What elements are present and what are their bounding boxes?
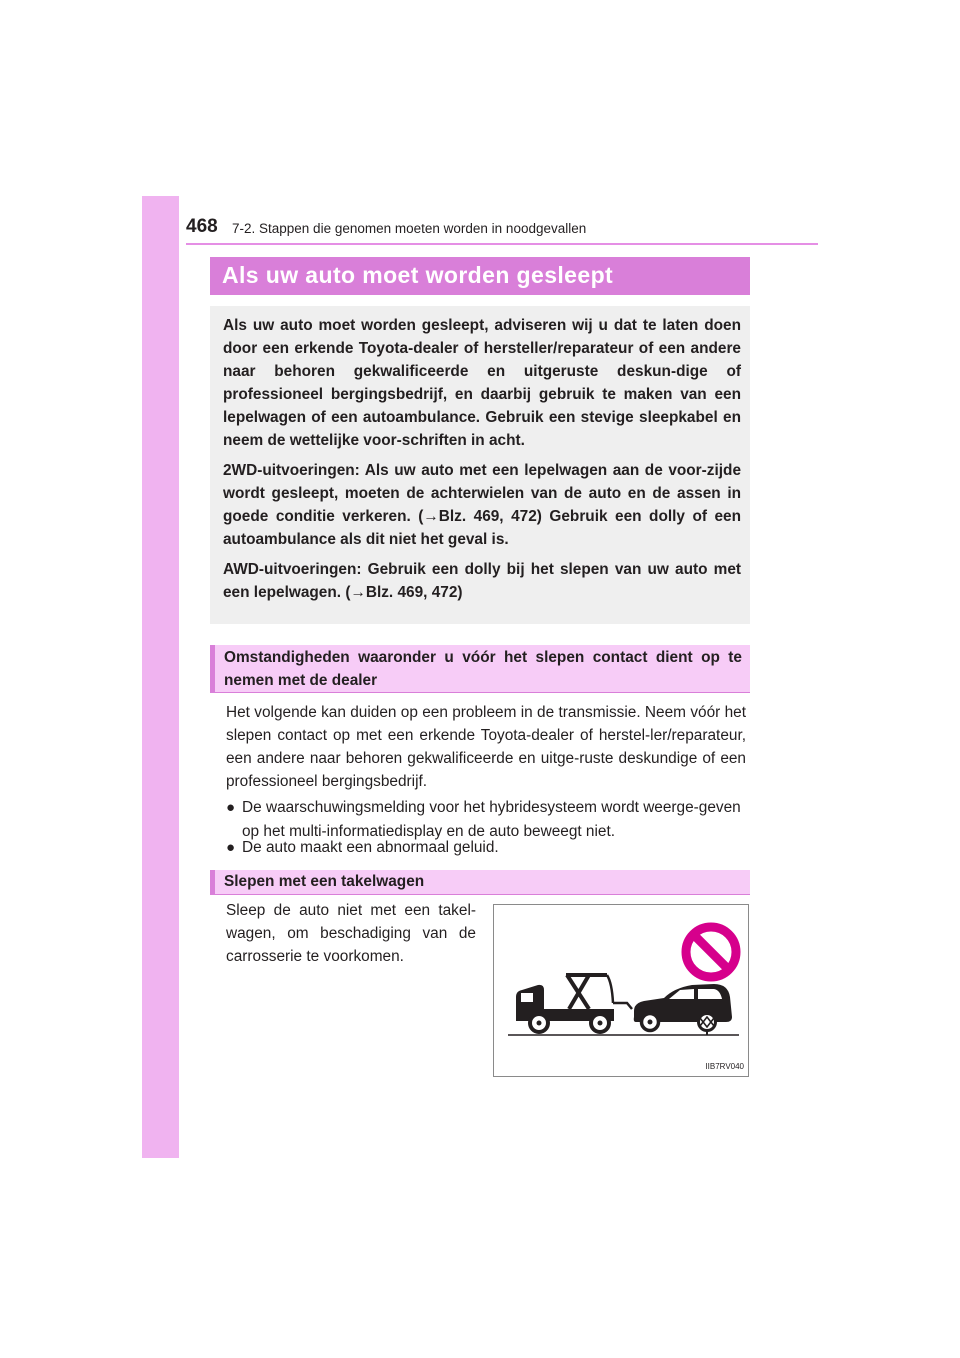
chapter-side-bar	[142, 196, 179, 1158]
bullet-icon: ●	[226, 799, 236, 816]
section-title: Als uw auto moet worden gesleept	[222, 262, 614, 288]
bullet-icon: ●	[226, 839, 236, 856]
subsection-heading-dealer: Omstandigheden waaronder u vóór het slepen contact dient op te nemen met de dealer	[210, 645, 750, 693]
prohibition-icon	[686, 927, 736, 977]
tow-truck-icon	[516, 975, 632, 1032]
tow-truck-paragraph: Sleep de auto niet met een takel-wagen, om beschadiging van de carrosserie te voorkomen.	[226, 902, 476, 965]
running-title: 7-2. Stappen die genomen moeten worden in noodgevallen	[232, 221, 587, 236]
page-number: 468	[186, 216, 218, 237]
tow-truck-drawing	[494, 905, 748, 1076]
intro-paragraph: AWD-uitvoeringen: Gebruik een dolly bij het slepen van uw auto met een lepelwagen. (→Blz. 469, 472)	[223, 561, 741, 601]
section-title-band	[210, 257, 750, 295]
list-item	[226, 836, 746, 860]
dealer-paragraph: Het volgende kan duiden op een probleem in de transmissie. Neem vóór het slepen contact op met een erkende Toyota-dealer of herstel-ler/reparateur, een andere naar behoren gekwalificeerde en uitge-ruste deskundige of een professioneel bergingsbedrijf.	[226, 704, 746, 790]
header-rule	[186, 243, 818, 245]
figure-code: IIB7RV040	[705, 1062, 744, 1071]
intro-paragraph: Als uw auto moet worden gesleept, adviseren wij u dat te laten doen door een erkende Toyota-dealer of hersteller/reparateur of een andere naar behoren gekwalificeerde en uitgeruste deskun-dige of professioneel bergingsbedrijf, en daarbij gebruik te maken van een lepelwagen of een autoambulance. Gebruik een stevige sleepkabel en neem de wettelijke voor-schriften in acht.	[223, 317, 741, 449]
intro-box	[210, 306, 750, 624]
list-item-text: De auto maakt een abnormaal geluid.	[242, 839, 499, 856]
list-item-text: De waarschuwingsmelding voor het hybridesysteem wordt weerge-geven op het multi-informatiedisplay en de auto beweegt niet.	[242, 799, 741, 840]
subsection-heading-tow-truck: Slepen met een takelwagen	[210, 870, 750, 895]
car-icon	[634, 984, 732, 1035]
tow-truck-illustration	[493, 904, 749, 1077]
intro-paragraph: 2WD-uitvoeringen: Als uw auto met een lepelwagen aan de voor-zijde wordt gesleept, moeten de achterwielen van de auto en de assen in goede conditie verkeren. (→Blz. 469, 472) Gebruik een dolly of een autoambulance als dit niet het geval is.	[223, 462, 741, 548]
